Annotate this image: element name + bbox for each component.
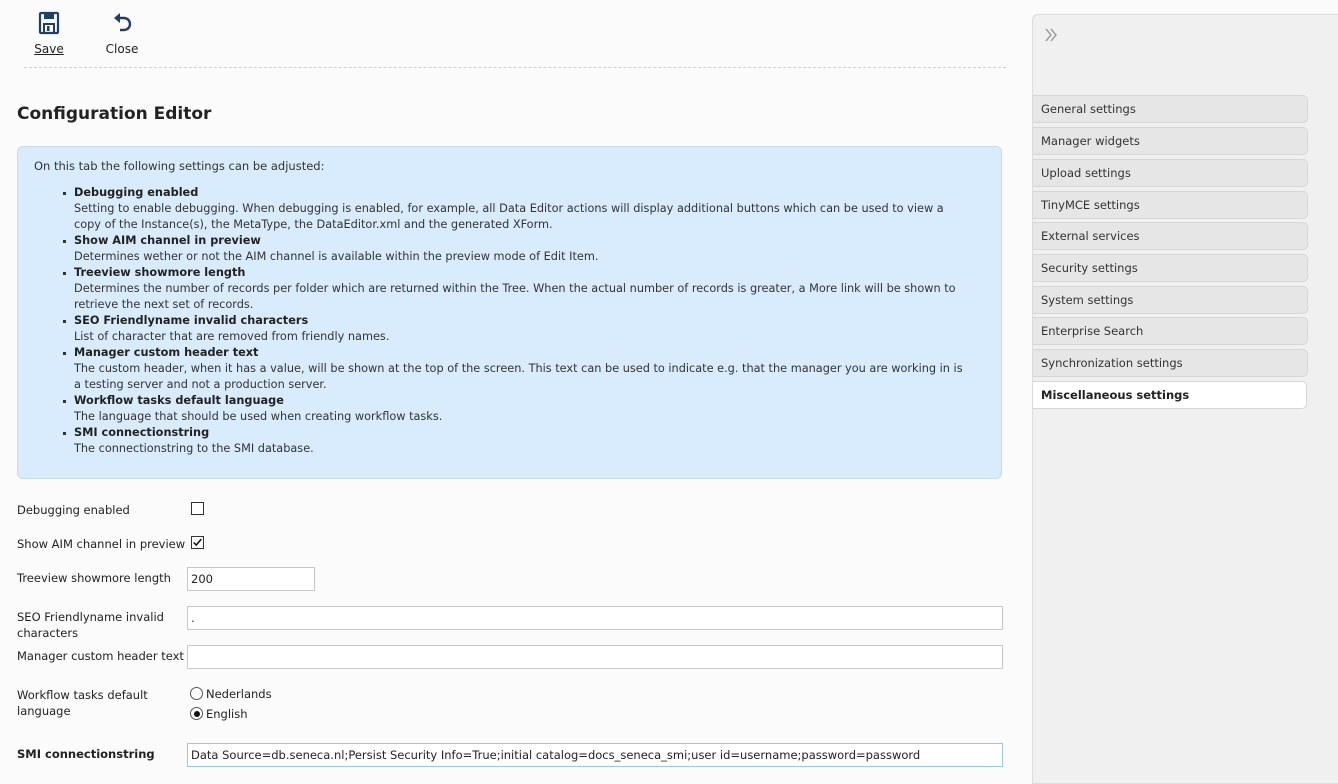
info-item-desc: The custom header, when it has a value, will be shown at the top of the screen. This text can be used to indicate e.g. that the manager you are working in is a testing server and not a production server.: [74, 362, 963, 391]
seo-invalid-chars-input[interactable]: .: [187, 606, 1003, 630]
info-item: [74, 185, 985, 233]
info-item-desc: Setting to enable debugging. When debugging is enabled, for example, all Data Editor actions will display additional buttons which can be used to view a copy of the Instance(s), the MetaType, the DataEditor.xml and the generated XForm.: [74, 202, 944, 231]
settings-sidebar: [1032, 14, 1338, 784]
debugging-label: Debugging enabled: [17, 503, 130, 517]
info-item-title: SMI connectionstring: [74, 426, 210, 439]
info-item-title: Debugging enabled: [74, 186, 199, 199]
info-item: [74, 425, 985, 457]
seo-label: SEO Friendlyname invalid characters: [17, 610, 164, 640]
info-box: [17, 146, 1002, 479]
sidebar-item-security-settings[interactable]: Security settings: [1033, 254, 1308, 282]
sidebar-item-general-settings[interactable]: General settings: [1033, 95, 1308, 123]
workflow-label: Workflow tasks default language: [17, 688, 148, 718]
sidebar-item-tinymce-settings[interactable]: TinyMCE settings: [1033, 191, 1308, 219]
info-item-desc: List of character that are removed from friendly names.: [74, 330, 390, 343]
undo-arrow-icon: [110, 10, 134, 36]
workflow-option-english[interactable]: [190, 707, 248, 721]
info-item-desc: Determines wether or not the AIM channel is available within the preview mode of Edit Item.: [74, 250, 599, 263]
info-item-title: Manager custom header text: [74, 346, 259, 359]
custom-header-input[interactable]: [187, 645, 1003, 669]
smi-label: SMI connectionstring: [17, 747, 155, 761]
info-item-title: Workflow tasks default language: [74, 394, 284, 407]
sidebar-item-manager-widgets[interactable]: Manager widgets: [1033, 127, 1308, 155]
workflow-option-nederlands[interactable]: [190, 687, 272, 701]
info-item: [74, 233, 985, 265]
radio-english-label: English: [206, 707, 248, 721]
sidebar-item-system-settings[interactable]: System settings: [1033, 286, 1308, 314]
treeview-label: Treeview showmore length: [17, 571, 171, 585]
sidebar-item-miscellaneous-settings[interactable]: Miscellaneous settings: [1033, 381, 1307, 409]
info-item: [74, 265, 985, 313]
info-list: [34, 185, 985, 457]
radio-nederlands-label: Nederlands: [206, 687, 272, 701]
info-item-desc: Determines the number of records per folder which are returned within the Tree. When the actual number of records is greater, a More link will be shown to retrieve the next set of records.: [74, 282, 956, 311]
info-item-title: SEO Friendlyname invalid characters: [74, 314, 309, 327]
save-label: Save: [34, 42, 64, 56]
header-text-label: Manager custom header text: [17, 649, 184, 663]
info-intro: On this tab the following settings can be adjusted:: [34, 159, 325, 173]
aim-channel-checkbox[interactable]: [191, 536, 204, 549]
save-icon: [37, 10, 61, 36]
info-item: [74, 313, 985, 345]
sidebar-item-upload-settings[interactable]: Upload settings: [1033, 159, 1308, 187]
radio-english[interactable]: [190, 707, 203, 720]
info-item-desc: The connectionstring to the SMI database.: [74, 442, 314, 455]
radio-nederlands[interactable]: [190, 687, 203, 700]
info-item: [74, 393, 985, 425]
double-chevron-right-icon[interactable]: [1043, 27, 1059, 43]
debugging-checkbox[interactable]: [191, 502, 204, 515]
checkmark-icon: [192, 537, 203, 548]
treeview-length-input[interactable]: 200: [187, 567, 315, 591]
sidebar-item-enterprise-search[interactable]: Enterprise Search: [1033, 317, 1308, 345]
save-button[interactable]: [32, 10, 66, 56]
aim-label: Show AIM channel in preview: [17, 537, 186, 551]
close-button[interactable]: [102, 10, 142, 56]
info-item: [74, 345, 985, 393]
toolbar: [24, 0, 1006, 68]
page-title: Configuration Editor: [17, 104, 212, 124]
smi-connectionstring-input[interactable]: Data Source=db.seneca.nl;Persist Security Info=True;initial catalog=docs_seneca_smi;user id=username;password=password: [187, 743, 1003, 767]
sidebar-item-synchronization-settings[interactable]: Synchronization settings: [1033, 349, 1308, 377]
sidebar-item-external-services[interactable]: External services: [1033, 222, 1308, 250]
info-item-title: Show AIM channel in preview: [74, 234, 261, 247]
info-item-desc: The language that should be used when creating workflow tasks.: [74, 410, 443, 423]
close-label: Close: [105, 42, 139, 56]
info-item-title: Treeview showmore length: [74, 266, 246, 279]
